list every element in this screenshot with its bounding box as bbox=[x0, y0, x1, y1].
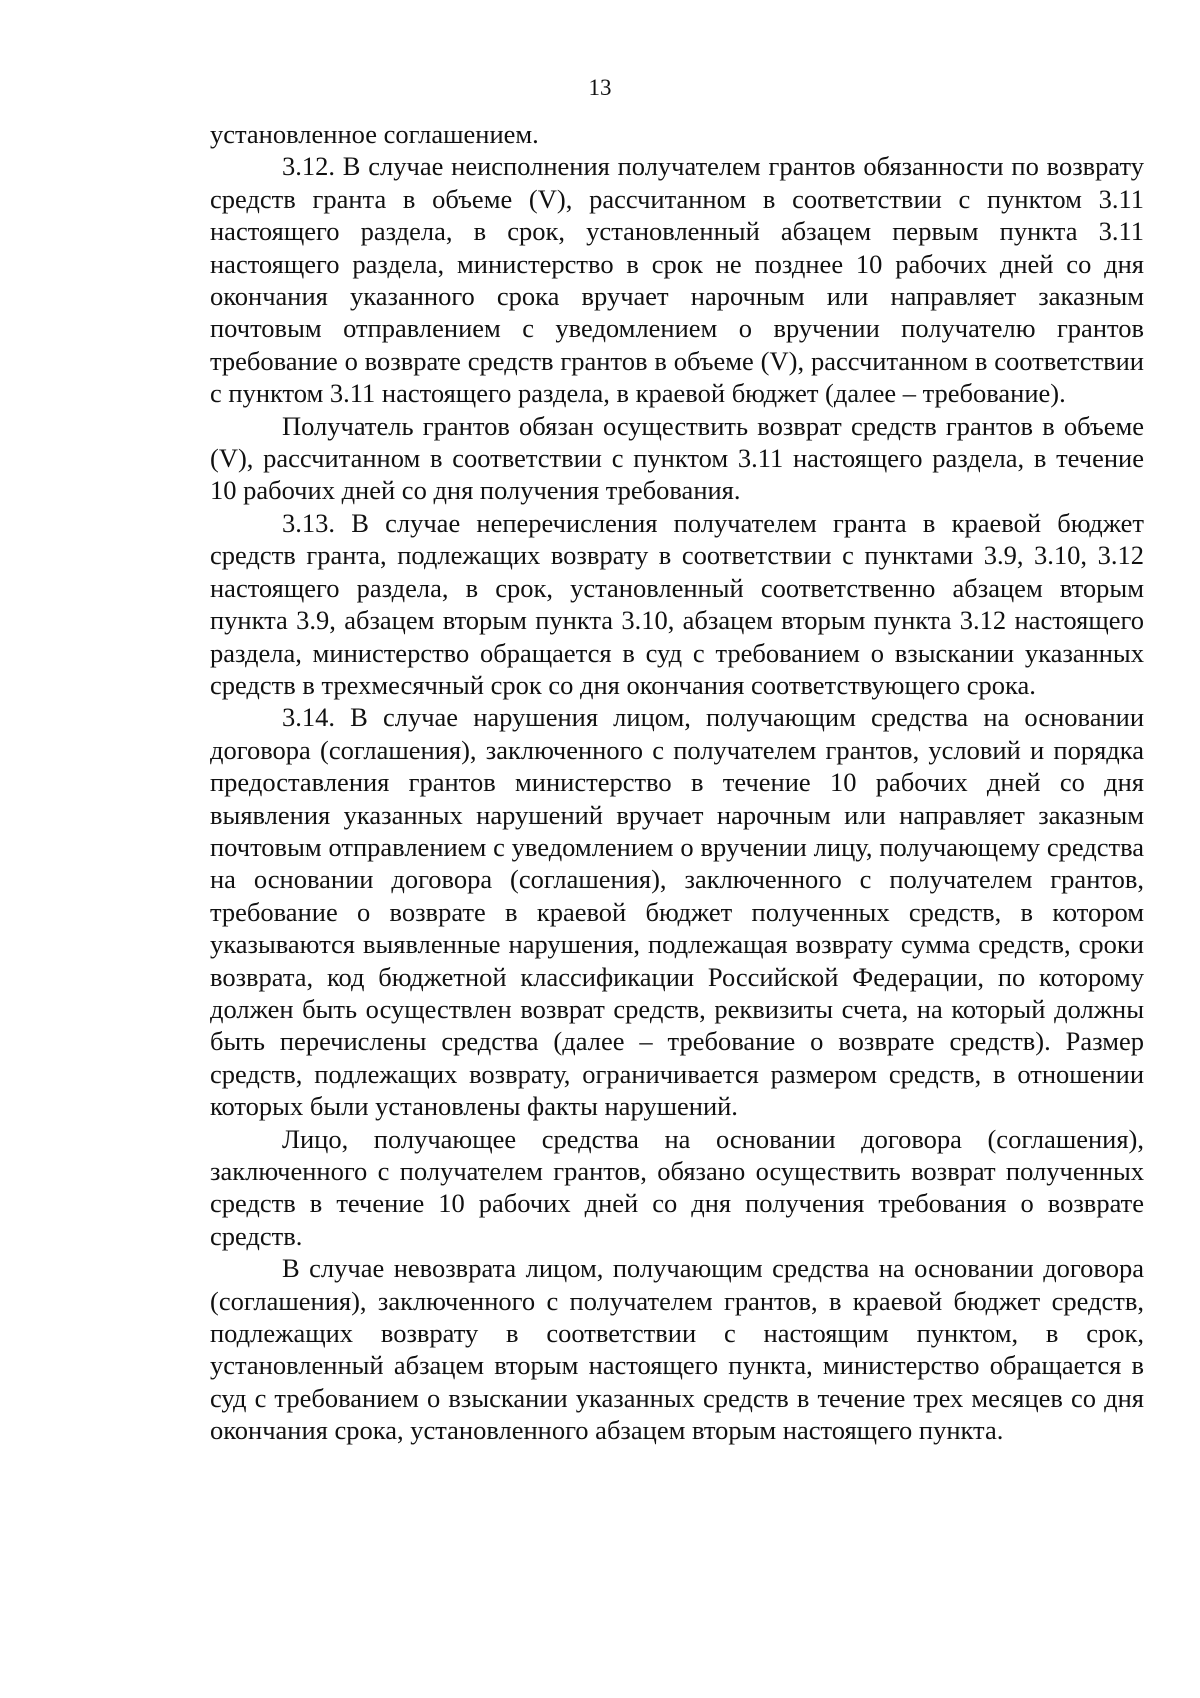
page-number: 13 bbox=[588, 75, 612, 100]
paragraph-3-13: 3.13. В случае неперечисления получателем гранта в краевой бюджет средств гранта, подлежащих возврату в соответствии с пунктами 3.9, 3.10, 3.12 настоящего раздела, в срок, установленный соответственно абзацем вторым пункта 3.9, абзацем вторым пункта 3.10, абзацем вторым пункта 3.12 настоящего раздела, министерство обращается в суд с требованием о взыскании указанных средств в трехмесячный срок со дня окончания соответствующего срока. bbox=[210, 507, 1144, 700]
paragraph-grant-recipient-obligation: Получатель грантов обязан осуществить возврат средств грантов в объеме (V), рассчитанном в соответствии с пунктом 3.11 настоящего раздела, в течение 10 рабочих дней со дня получения требования. bbox=[210, 410, 1144, 506]
document-body bbox=[210, 118, 1144, 1447]
paragraph-3-12: 3.12. В случае неисполнения получателем грантов обязанности по возврату средств гранта в объеме (V), рассчитанном в соответствии с пунктом 3.11 настоящего раздела, в срок, установленный абзацем первым пункта 3.11 настоящего раздела, министерство в срок не позднее 10 рабочих дней со дня окончания указанного срока вручает нарочным или направляет заказным почтовым отправлением с уведомлением о вручении получателю грантов требование о возврате средств грантов в объеме (V), рассчитанном в соответствии с пунктом 3.11 настоящего раздела, в краевой бюджет (далее – требование). bbox=[210, 151, 1144, 409]
paragraph-non-return: В случае невозврата лицом, получающим средства на основании договора (соглашения), заключенного с получателем грантов, в краевой бюджет средств, подлежащих возврату в соответствии с настоящим пунктом, в срок, установленный абзацем вторым настоящего пункта, министерство обращается в суд с требованием о взыскании указанных средств в течение трех месяцев со дня окончания срока, установленного абзацем вторым настоящего пункта. bbox=[210, 1253, 1144, 1446]
paragraph-contractor-obligation: Лицо, получающее средства на основании договора (соглашения), заключенного с получателем грантов, обязано осуществить возврат полученных средств в течение 10 рабочих дней со дня получения требования о возврате средств. bbox=[210, 1123, 1144, 1251]
paragraph-continuation: установленное соглашением. bbox=[210, 119, 539, 149]
paragraph-3-14: 3.14. В случае нарушения лицом, получающим средства на основании договора (соглашения), заключенного с получателем грантов, условий и порядка предоставления грантов министерство в течение 10 рабочих дней со дня выявления указанных нарушений вручает нарочным или направляет заказным почтовым отправлением с уведомлением о вручении лицу, получающему средства на основании договора (соглашения), заключенного с получателем грантов, требование о возврате в краевой бюджет полученных средств, в котором указываются выявленные нарушения, подлежащая возврату сумма средств, сроки возврата, код бюджетной классификации Российской Федерации, по которому должен быть осуществлен возврат средств, реквизиты счета, на который должны быть перечислены средства (далее – требование о возврате средств). Размер средств, подлежащих возврату, ограничивается размером средств, в отношении которых были установлены факты нарушений. bbox=[210, 702, 1144, 1122]
